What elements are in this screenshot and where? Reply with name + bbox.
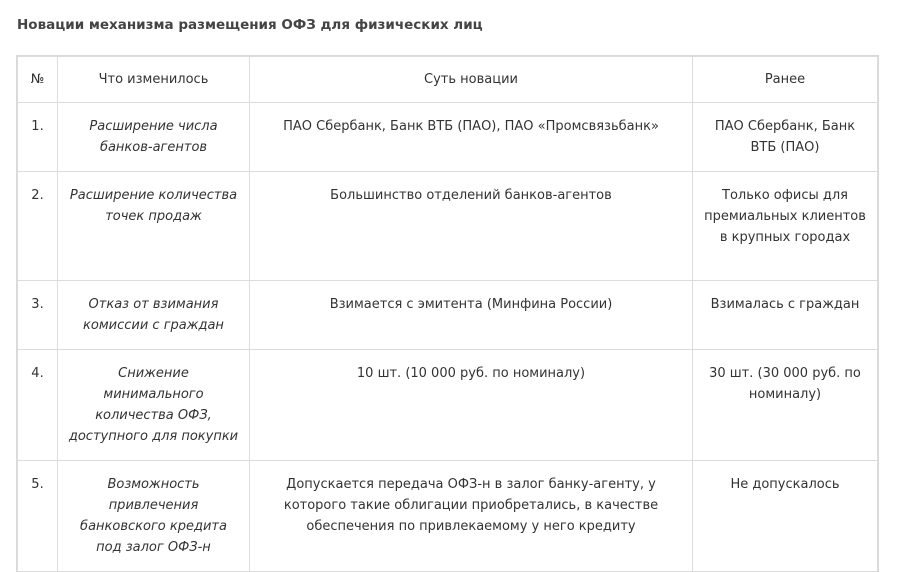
row-what-changed: Расширение числа банков-агентов	[58, 103, 250, 172]
ofz-innovations-table	[17, 56, 878, 572]
table-row	[18, 172, 878, 281]
table-row	[18, 103, 878, 172]
row-before: Только офисы для премиальных клиентов в крупных городах	[693, 172, 878, 281]
row-num: 3.	[18, 281, 58, 350]
row-before: Не допускалось	[693, 461, 878, 572]
header-before: Ранее	[693, 57, 878, 103]
row-what-changed: Отказ от взимания комиссии с граждан	[58, 281, 250, 350]
row-essence: Взимается с эмитента (Минфина России)	[250, 281, 693, 350]
table-row	[18, 281, 878, 350]
row-num: 1.	[18, 103, 58, 172]
row-essence: ПАО Сбербанк, Банк ВТБ (ПАО), ПАО «Промсвязьбанк»	[250, 103, 693, 172]
row-num: 5.	[18, 461, 58, 572]
row-essence: Большинство отделений банков-агентов	[250, 172, 693, 281]
row-essence: 10 шт. (10 000 руб. по номиналу)	[250, 350, 693, 461]
table-header-row	[18, 57, 878, 103]
row-before: Взималась с граждан	[693, 281, 878, 350]
header-essence: Суть новации	[250, 57, 693, 103]
row-what-changed: Расширение количества точек продаж	[58, 172, 250, 281]
table-row	[18, 461, 878, 572]
row-what-changed: Снижение минимального количества ОФЗ, доступного для покупки	[58, 350, 250, 461]
table-row	[18, 350, 878, 461]
header-what-changed: Что изменилось	[58, 57, 250, 103]
row-num: 4.	[18, 350, 58, 461]
row-before: 30 шт. (30 000 руб. по номиналу)	[693, 350, 878, 461]
table-header	[18, 57, 878, 103]
row-num: 2.	[18, 172, 58, 281]
row-essence: Допускается передача ОФЗ-н в залог банку-агенту, у которого такие облигации приобретались, в качестве обеспечения по привлекаемому у него кредиту	[250, 461, 693, 572]
header-num: №	[18, 57, 58, 103]
page-title: Новации механизма размещения ОФЗ для физических лиц	[17, 17, 483, 33]
row-what-changed: Возможность привлечения банковского кредита под залог ОФЗ-н	[58, 461, 250, 572]
row-before: ПАО Сбербанк, Банк ВТБ (ПАО)	[693, 103, 878, 172]
table-body	[18, 103, 878, 572]
